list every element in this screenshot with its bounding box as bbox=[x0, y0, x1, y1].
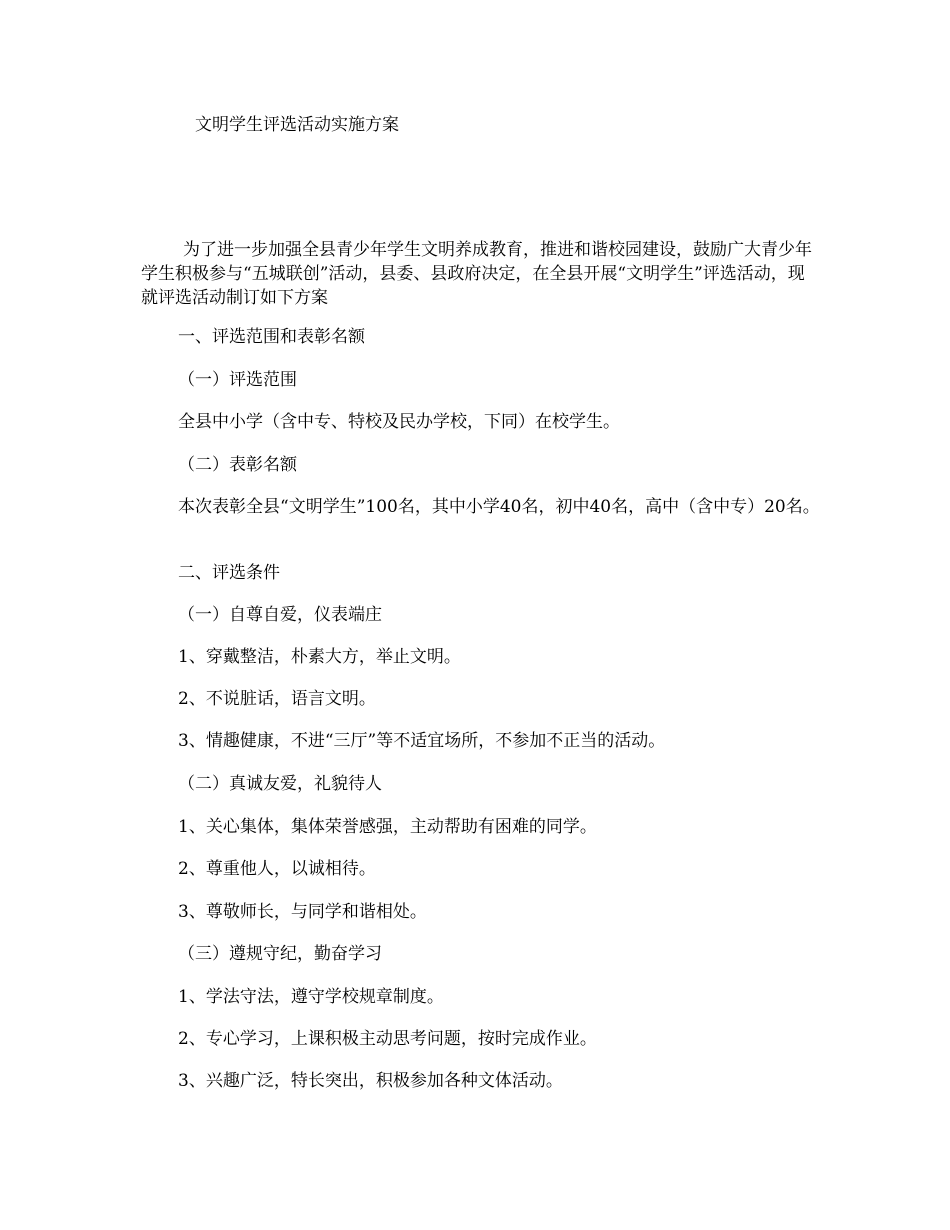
subsection-heading-2-3: （三）遵规守纪，勤奋学习 bbox=[178, 944, 382, 964]
list-item: 1、关心集体，集体荣誉感强，主动帮助有困难的同学。 bbox=[178, 817, 597, 837]
paragraph-scope: 全县中小学（含中专、特校及民办学校，下同）在校学生。 bbox=[178, 412, 620, 432]
list-item: 3、情趣健康，不进“三厅”等不适宜场所，不参加不正当的活动。 bbox=[178, 731, 666, 751]
intro-paragraph: 为了进一步加强全县青少年学生文明养成教育，推进和谐校园建设，鼓励广大青少年学生积极参与“五城联创”活动，县委、县政府决定，在全县开展“文明学生”评选活动，现就评选活动制订如下方案 bbox=[141, 240, 812, 308]
paragraph-quota: 本次表彰全县“文明学生”100名，其中小学40名，初中40名，高中（含中专）20名。 bbox=[178, 497, 820, 517]
subsection-heading-1-2: （二）表彰名额 bbox=[178, 455, 297, 475]
list-item: 2、专心学习，上课积极主动思考问题，按时完成作业。 bbox=[178, 1029, 597, 1049]
list-item: 3、尊敬师长，与同学和谐相处。 bbox=[178, 902, 427, 922]
list-item: 1、穿戴整洁，朴素大方，举止文明。 bbox=[178, 647, 461, 667]
list-item: 1、学法守法，遵守学校规章制度。 bbox=[178, 987, 444, 1007]
section-heading-1: 一、评选范围和表彰名额 bbox=[178, 327, 365, 347]
subsection-heading-1-1: （一）评选范围 bbox=[178, 370, 297, 390]
section-heading-2: 二、评选条件 bbox=[178, 563, 280, 583]
list-item: 2、尊重他人，以诚相待。 bbox=[178, 859, 376, 879]
subsection-heading-2-1: （一）自尊自爱，仪表端庄 bbox=[178, 605, 382, 625]
list-item: 2、不说脏话，语言文明。 bbox=[178, 689, 376, 709]
subsection-heading-2-2: （二）真诚友爱，礼貌待人 bbox=[178, 774, 382, 794]
document-title: 文明学生评选活动实施方案 bbox=[195, 115, 399, 135]
list-item: 3、兴趣广泛，特长突出，积极参加各种文体活动。 bbox=[178, 1071, 563, 1091]
